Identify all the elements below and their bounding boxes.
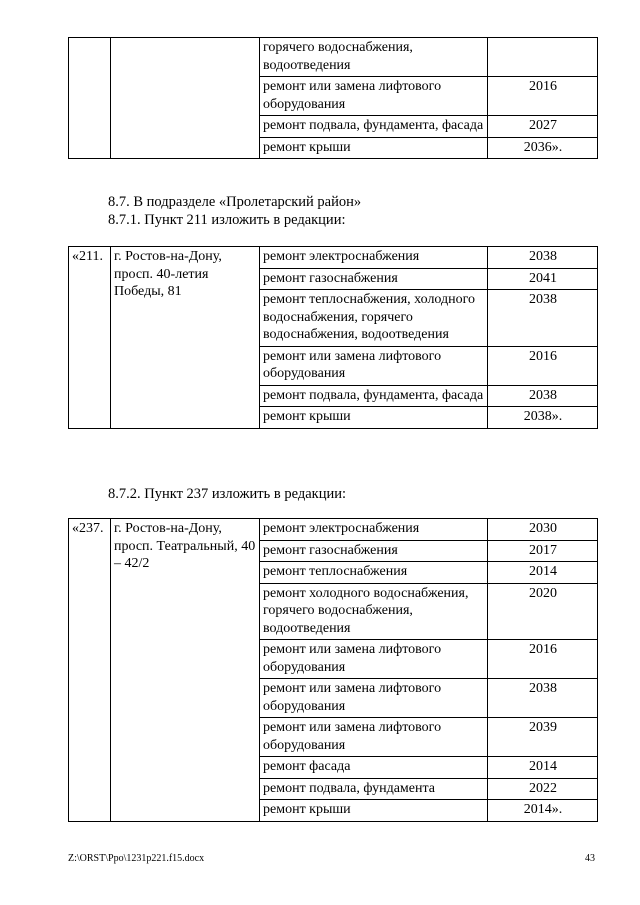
clause-instruction: 8.7.1. Пункт 211 изложить в редакции: (108, 212, 346, 228)
work-cell: ремонт крыши (260, 800, 488, 822)
work-cell: ремонт подвала, фундамента, фасада (260, 116, 488, 138)
year-cell: 2041 (488, 268, 598, 290)
year-cell: 2017 (488, 540, 598, 562)
item-number-cell (69, 38, 111, 159)
year-cell: 2014 (488, 757, 598, 779)
work-cell: ремонт или замена лифтового оборудования (260, 640, 488, 679)
year-cell: 2038 (488, 385, 598, 407)
work-cell: ремонт газоснабжения (260, 268, 488, 290)
footer-file-path: Z:\ORST\Ppo\1231p221.f15.docx (68, 853, 205, 864)
year-cell: 2038 (488, 247, 598, 269)
work-cell: ремонт или замена лифтового оборудования (260, 679, 488, 718)
table-row (69, 519, 598, 541)
page-number: 43 (585, 853, 595, 864)
work-cell: ремонт газоснабжения (260, 540, 488, 562)
year-cell: 2038 (488, 290, 598, 347)
work-cell: ремонт электроснабжения (260, 247, 488, 269)
item-number-cell: «211. (69, 247, 111, 429)
work-cell: горячего водоснабжения, водоотведения (260, 38, 488, 77)
year-cell: 2014». (488, 800, 598, 822)
work-cell: ремонт крыши (260, 137, 488, 159)
year-cell: 2030 (488, 519, 598, 541)
clause-instruction: 8.7.2. Пункт 237 изложить в редакции: (108, 486, 347, 502)
address-cell: г. Ростов-на-Дону, просп. 40-летия Победы, 81 (111, 247, 260, 429)
work-cell: ремонт или замена лифтового оборудования (260, 346, 488, 385)
year-cell: 2036». (488, 137, 598, 159)
year-cell: 2020 (488, 583, 598, 640)
table-item-211 (68, 246, 598, 429)
year-cell: 2016 (488, 346, 598, 385)
year-cell: 2014 (488, 562, 598, 584)
work-cell: ремонт подвала, фундамента, фасада (260, 385, 488, 407)
work-cell: ремонт теплоснабжения, холодного водоснабжения, горячего водоснабжения, водоотведения (260, 290, 488, 347)
year-cell: 2016 (488, 640, 598, 679)
table-row (69, 247, 598, 269)
year-cell: 2016 (488, 77, 598, 116)
year-cell: 2038». (488, 407, 598, 429)
work-cell: ремонт или замена лифтового оборудования (260, 77, 488, 116)
table-item-237 (68, 518, 598, 822)
work-cell: ремонт фасада (260, 757, 488, 779)
year-cell (488, 38, 598, 77)
year-cell: 2039 (488, 718, 598, 757)
work-cell: ремонт подвала, фундамента (260, 778, 488, 800)
work-cell: ремонт или замена лифтового оборудования (260, 718, 488, 757)
work-cell: ремонт крыши (260, 407, 488, 429)
work-cell: ремонт холодного водоснабжения, горячего водоснабжения, водоотведения (260, 583, 488, 640)
year-cell: 2027 (488, 116, 598, 138)
section-heading: 8.7. В подразделе «Пролетарский район» (108, 194, 362, 210)
year-cell: 2022 (488, 778, 598, 800)
address-cell (111, 38, 260, 159)
item-number-cell: «237. (69, 519, 111, 822)
table-continuation (68, 37, 598, 159)
year-cell: 2038 (488, 679, 598, 718)
address-cell: г. Ростов-на-Дону, просп. Театральный, 40 – 42/2 (111, 519, 260, 822)
work-cell: ремонт электроснабжения (260, 519, 488, 541)
table-row (69, 38, 598, 77)
work-cell: ремонт теплоснабжения (260, 562, 488, 584)
